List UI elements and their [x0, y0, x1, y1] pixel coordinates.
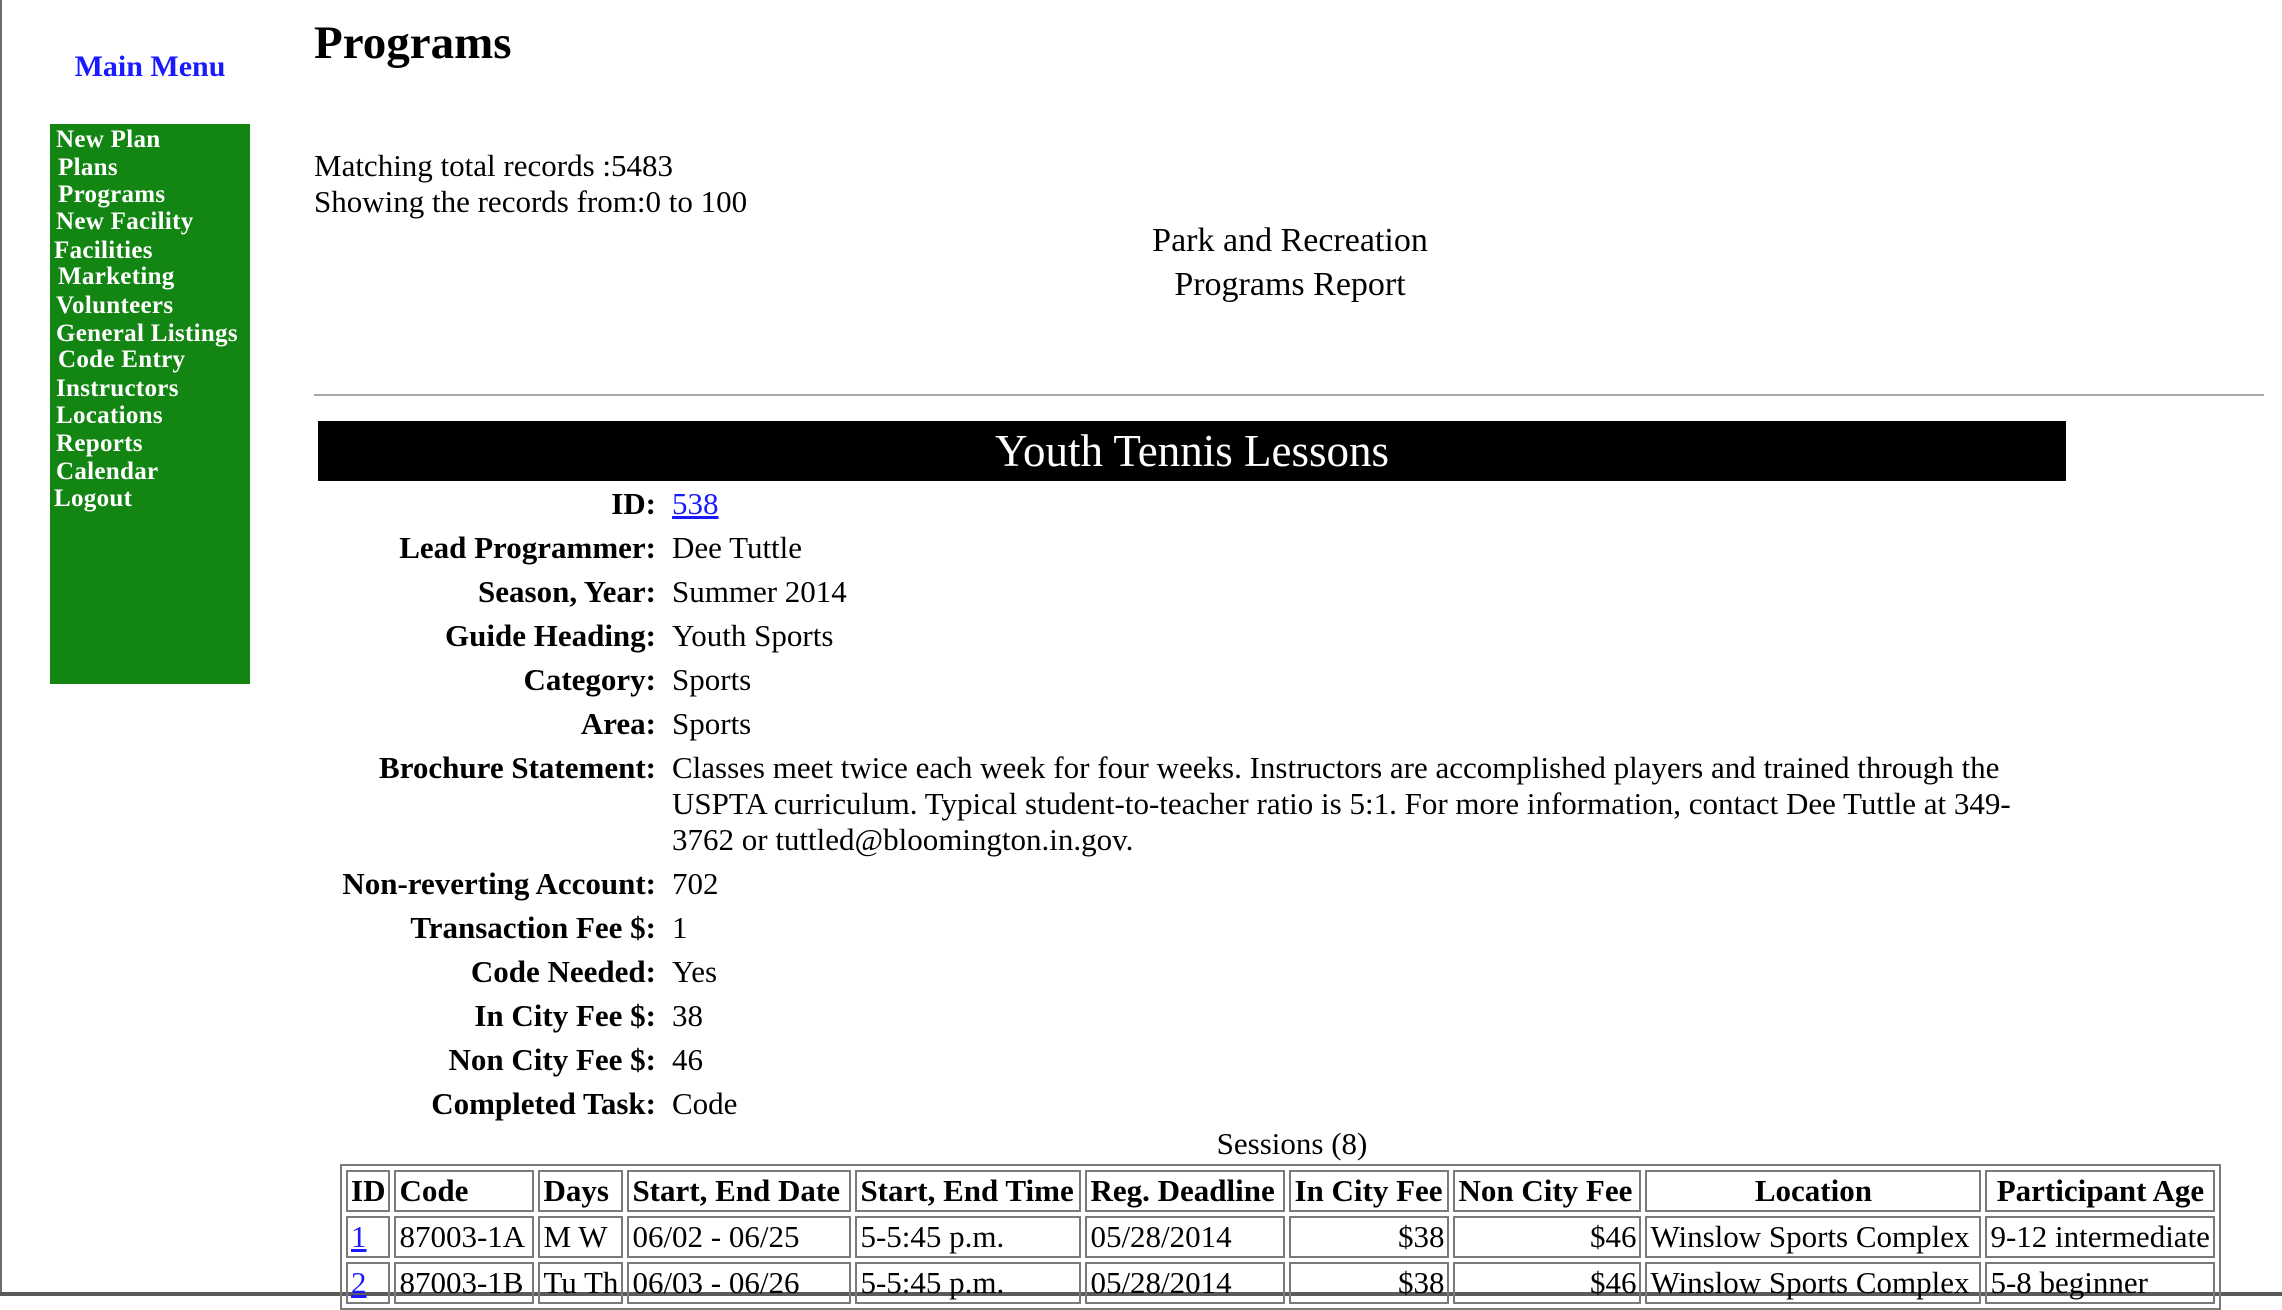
- field-value-completed-task: Code: [672, 1086, 738, 1121]
- col-header-code: Code: [394, 1170, 534, 1212]
- table-row: [346, 1262, 2215, 1304]
- session-in-city-fee-cell: $38: [1289, 1216, 1449, 1258]
- field-label-category: Category:: [523, 662, 656, 697]
- menu-box: [50, 124, 250, 684]
- session-age-cell: 9-12 intermediate: [1985, 1216, 2215, 1258]
- report-title-line1: Park and Recreation: [1152, 222, 1428, 259]
- session-id-cell: [346, 1262, 390, 1304]
- main-menu-link[interactable]: Main Menu: [74, 50, 226, 83]
- field-value-non-city-fee: 46: [672, 1042, 703, 1077]
- menu-item-logout[interactable]: Logout: [54, 485, 133, 512]
- field-label-non-reverting-account: Non-reverting Account:: [342, 866, 656, 901]
- session-date-cell: 06/02 - 06/25: [627, 1216, 851, 1258]
- col-header-days: Days: [538, 1170, 623, 1212]
- session-time-cell: 5-5:45 p.m.: [855, 1216, 1081, 1258]
- session-non-city-fee-cell: $46: [1453, 1262, 1641, 1304]
- field-label-transaction-fee: Transaction Fee $:: [410, 910, 656, 945]
- session-deadline-cell: 05/28/2014: [1085, 1262, 1285, 1304]
- col-header-start-end-time: Start, End Time: [855, 1170, 1081, 1212]
- menu-item-plans[interactable]: Plans: [58, 154, 118, 181]
- field-value-brochure-statement: Classes meet twice each week for four weeks. Instructors are accomplished players and trained through the USPTA curriculum. Typical student-to-teacher ratio is 5:1. For more information, contact Dee Tuttle at 349-3762 or tuttled@bloomington.in.gov.: [672, 750, 2011, 857]
- menu-item-facilities[interactable]: Facilities: [54, 237, 153, 264]
- field-label-completed-task: Completed Task:: [431, 1086, 656, 1121]
- col-header-location: Location: [1645, 1170, 1981, 1212]
- field-label-guide-heading: Guide Heading:: [444, 618, 656, 653]
- matching-total-text: Matching total records :5483: [314, 148, 673, 183]
- col-header-start-end-date: Start, End Date: [627, 1170, 851, 1212]
- field-label-season-year: Season, Year:: [478, 574, 656, 609]
- table-row: [346, 1216, 2215, 1258]
- field-label-non-city-fee: Non City Fee $:: [448, 1042, 656, 1077]
- menu-item-new-facility[interactable]: New Facility: [56, 208, 194, 235]
- session-id-link[interactable]: 1: [351, 1219, 367, 1254]
- field-value-season-year: Summer 2014: [672, 574, 847, 609]
- col-header-non-city-fee: Non City Fee: [1453, 1170, 1641, 1212]
- field-label-brochure-statement: Brochure Statement:: [379, 750, 656, 785]
- program-id-link[interactable]: 538: [672, 486, 719, 521]
- field-value-non-reverting-account: 702: [672, 866, 719, 901]
- session-code-cell: 87003-1A: [394, 1216, 534, 1258]
- menu-item-marketing[interactable]: Marketing: [58, 263, 175, 290]
- menu-item-volunteers[interactable]: Volunteers: [56, 292, 174, 319]
- program-name-banner: Youth Tennis Lessons: [318, 421, 2066, 481]
- section-divider: [314, 394, 2264, 396]
- session-date-cell: 06/03 - 06/26: [627, 1262, 851, 1304]
- sessions-caption: Sessions (8): [1216, 1126, 1368, 1161]
- menu-item-instructors[interactable]: Instructors: [56, 375, 179, 402]
- sessions-table: [340, 1164, 2221, 1310]
- field-value-transaction-fee: 1: [672, 910, 688, 945]
- sidebar: [50, 50, 250, 512]
- field-value-code-needed: Yes: [672, 954, 718, 989]
- field-label-in-city-fee: In City Fee $:: [474, 998, 656, 1033]
- window-left-border: [0, 0, 2, 1296]
- col-header-reg-deadline: Reg. Deadline: [1085, 1170, 1285, 1212]
- field-label-area: Area:: [580, 706, 656, 741]
- field-label-lead-programmer: Lead Programmer:: [399, 530, 656, 565]
- col-header-participant-age: Participant Age: [1985, 1170, 2215, 1212]
- field-label-code-needed: Code Needed:: [470, 954, 656, 989]
- menu-item-programs[interactable]: Programs: [58, 181, 166, 208]
- session-location-cell: Winslow Sports Complex: [1645, 1262, 1981, 1304]
- field-value-area: Sports: [672, 706, 752, 741]
- session-days-cell: M W: [538, 1216, 623, 1258]
- menu-item-reports[interactable]: Reports: [56, 430, 143, 457]
- session-deadline-cell: 05/28/2014: [1085, 1216, 1285, 1258]
- report-title-line2: Programs Report: [1174, 266, 1406, 303]
- field-value-lead-programmer: Dee Tuttle: [672, 530, 803, 565]
- col-header-id: ID: [346, 1170, 390, 1212]
- field-value-in-city-fee: 38: [672, 998, 703, 1033]
- field-value-guide-heading: Youth Sports: [672, 618, 834, 653]
- session-location-cell: Winslow Sports Complex: [1645, 1216, 1981, 1258]
- showing-range-text: Showing the records from:0 to 100: [314, 184, 748, 219]
- menu-item-code-entry[interactable]: Code Entry: [58, 346, 186, 373]
- page-title: Programs: [314, 17, 512, 69]
- col-header-in-city-fee: In City Fee: [1289, 1170, 1449, 1212]
- session-id-cell: [346, 1216, 390, 1258]
- session-id-link[interactable]: 2: [351, 1265, 367, 1300]
- menu-item-calendar[interactable]: Calendar: [56, 458, 159, 485]
- sessions-header-row: [346, 1170, 2215, 1212]
- field-label-id: ID:: [611, 486, 656, 521]
- session-non-city-fee-cell: $46: [1453, 1216, 1641, 1258]
- menu-item-locations[interactable]: Locations: [56, 402, 163, 429]
- session-in-city-fee-cell: $38: [1289, 1262, 1449, 1304]
- session-time-cell: 5-5:45 p.m.: [855, 1262, 1081, 1304]
- session-code-cell: 87003-1B: [394, 1262, 534, 1304]
- menu-item-general-listings[interactable]: General Listings: [56, 320, 238, 347]
- session-age-cell: 5-8 beginner: [1985, 1262, 2215, 1304]
- menu-item-new-plan[interactable]: New Plan: [56, 126, 161, 153]
- field-value-category: Sports: [672, 662, 752, 697]
- field-value-id: [672, 486, 719, 522]
- session-days-cell: Tu Th: [538, 1262, 623, 1304]
